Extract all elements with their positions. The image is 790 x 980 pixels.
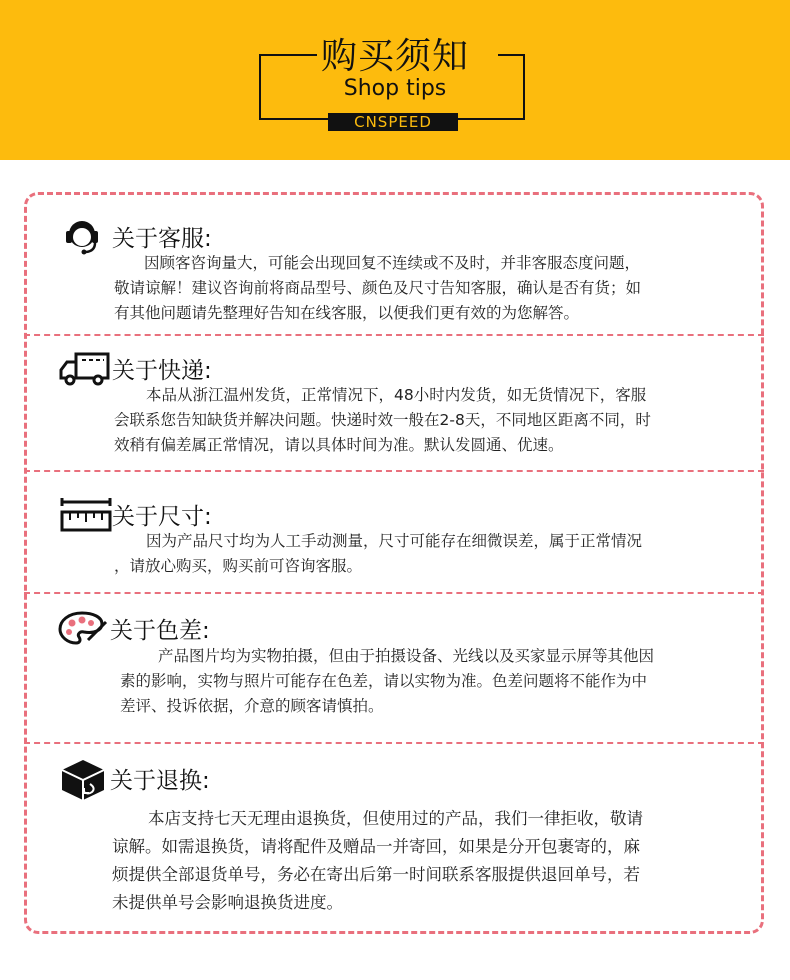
section-body xyxy=(114,251,641,326)
body-line: 产品图片均为实物拍摄，但由于拍摄设备、光线以及买家显示屏等其他因 xyxy=(158,647,655,665)
section-title: 关于色差: xyxy=(110,618,210,644)
body-line: 会联系您告知缺货并解决问题。快递时效一般在2-8天，不同地区距离不同，时 xyxy=(114,411,651,429)
section-title: 关于尺寸: xyxy=(112,504,212,530)
brand-tag: CNSPEED xyxy=(328,113,458,131)
body-line: 敬请谅解！建议咨询前将商品型号、颜色及尺寸告知客服，确认是否有货；如 xyxy=(114,279,642,297)
body-line: 效稍有偏差属正常情况，请以具体时间为准。默认发圆通、优速。 xyxy=(114,436,564,454)
section-divider xyxy=(24,742,764,744)
section-title: 关于客服: xyxy=(112,226,212,252)
section-body xyxy=(120,644,654,719)
banner-subtitle: Shop tips xyxy=(343,76,447,101)
body-line: 因顾客咨询量大，可能会出现回复不连续或不及时，并非客服态度问题， xyxy=(144,254,641,272)
return-box-icon xyxy=(60,758,106,802)
body-line: 素的影响，实物与照片可能存在色差，请以实物为准。色差问题将不能作为中 xyxy=(120,672,648,690)
ruler-icon xyxy=(60,498,112,534)
banner-title: 购买须知 xyxy=(320,36,469,77)
section-body xyxy=(112,805,643,917)
section-divider xyxy=(24,334,764,336)
section-body xyxy=(114,529,642,579)
body-line: 因为产品尺寸均为人工手动测量，尺寸可能存在细微误差，属于正常情况 xyxy=(146,532,643,550)
section-body xyxy=(114,383,651,458)
body-line: 有其他问题请先整理好告知在线客服，以便我们更有效的为您解答。 xyxy=(114,304,580,322)
section-title: 关于快递: xyxy=(112,358,212,384)
palette-icon xyxy=(58,610,108,646)
body-line: ，请放心购买，购买前可咨询客服。 xyxy=(114,557,363,575)
section-divider xyxy=(24,470,764,472)
banner xyxy=(0,0,790,160)
body-line: 未提供单号会影响退换货进度。 xyxy=(112,893,343,912)
body-line: 本店支持七天无理由退换货，但使用过的产品，我们一律拒收，敬请 xyxy=(148,809,643,828)
section-title: 关于退换: xyxy=(110,768,210,794)
body-line: 烦提供全部退货单号，务必在寄出后第一时间联系客服提供退回单号，若 xyxy=(112,865,640,884)
delivery-truck-icon xyxy=(58,350,112,388)
headset-icon xyxy=(62,216,102,258)
body-line: 差评、投诉依据，介意的顾客请慎拍。 xyxy=(120,697,384,715)
body-line: 谅解。如需退换货，请将配件及赠品一并寄回，如果是分开包裹寄的，麻 xyxy=(112,837,640,856)
section-divider xyxy=(24,592,764,594)
body-line: 本品从浙江温州发货，正常情况下，48小时内发货，如无货情况下，客服 xyxy=(146,386,647,404)
